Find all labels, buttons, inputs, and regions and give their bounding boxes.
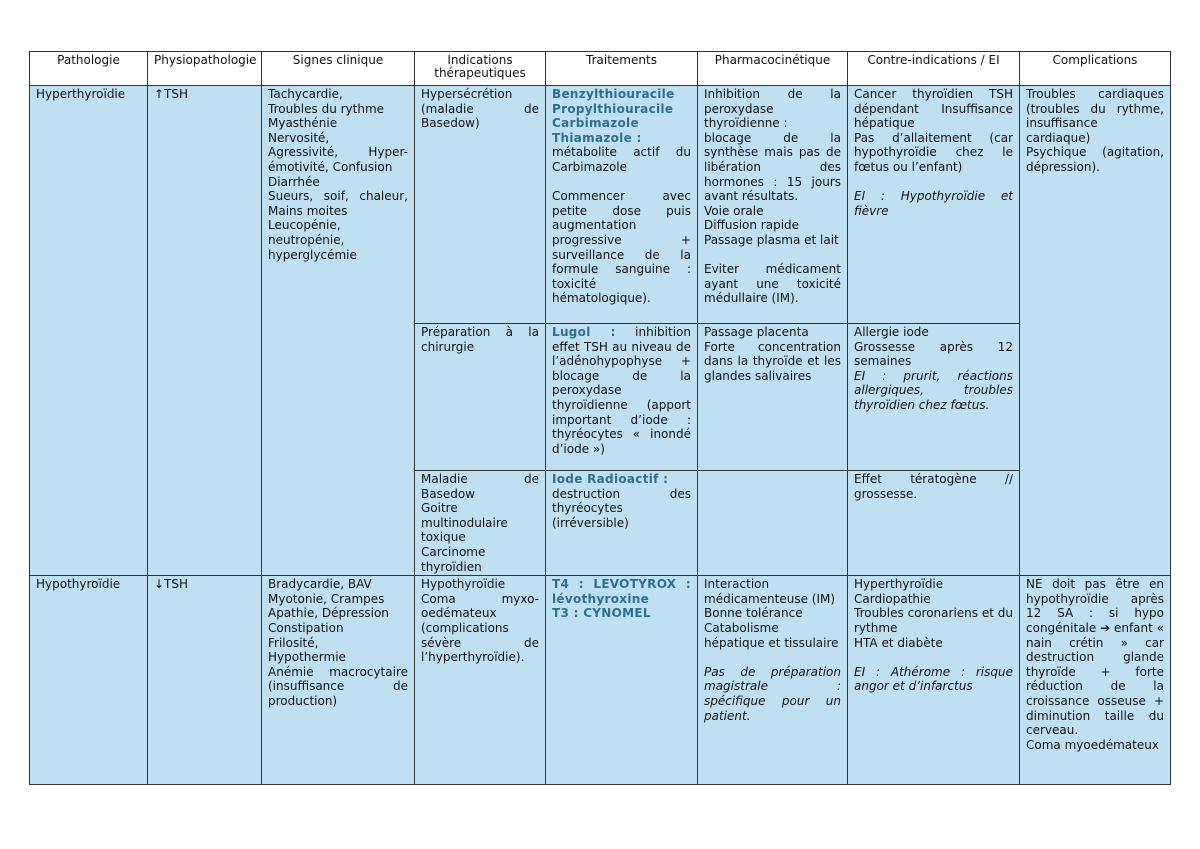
hyper-r3-traitement-text: destruction des thyréocytes (irréversible)	[552, 486, 691, 530]
hypo-drugs: T4 : LEVOTYROX : lévothyroxine T3 : CYNOMEL	[552, 577, 691, 621]
header-indications: Indications thérapeutiques	[415, 52, 546, 86]
hyper-r2-pharmaco: Passage placenta Forte concentration dans la thyroïde et les glandes salivaires	[698, 324, 848, 471]
hyper-r1-traitement-text: métabolite actif du Carbimazole Commencer avec petite dose puis augmentation progressive + surveillance de la formule sanguine : toxicité hématologique).	[552, 145, 691, 306]
hyper-r1-ci	[848, 86, 1020, 324]
hypo-complications: NE doit pas être en hypothyroïdie après 12 SA : si hypo congénitale ➔ enfant « nain crétin » car destruction glande thyroïde + forte réduction de la croissance osseuse + diminution taille du cerveau. Coma myoedémateux	[1020, 576, 1171, 785]
hyper-r1-indication: Hypersécrétion (maladie de Basedow)	[415, 86, 546, 324]
hyper-r1-traitement	[546, 86, 698, 324]
thyroid-table	[29, 51, 1171, 785]
header-complications: Complications	[1020, 52, 1171, 86]
table-row	[30, 576, 1171, 785]
hyper-r2-indication: Préparation à la chirurgie	[415, 324, 546, 471]
hypo-signes: Bradycardie, BAV Myotonie, Crampes Apathie, Dépression Constipation Frilosité, Hypothermie Anémie macrocytaire (insuffisance de production)	[262, 576, 415, 785]
hypo-ci-text: Hyperthyroïdie Cardiopathie Troubles coronariens et du rythme HTA et diabète	[854, 577, 1013, 650]
table-row	[30, 86, 1171, 324]
hyper-r2-ci-text: Allergie iode Grossesse après 12 semaines	[854, 325, 1013, 369]
hyper-physio: ↑TSH	[148, 86, 262, 576]
hyper-r2-ci	[848, 324, 1020, 471]
hyper-r2-traitement-text: inhibition effet TSH au niveau de l’adénohypophyse + blocage de la peroxydase thyroïdienne (apport important d’iode : thyréocytes « inondé d’iode »)	[552, 325, 691, 456]
hypo-indication: Hypothyroïdie Coma myxo-oedémateux (complications sévère de l’hyperthyroïdie).	[415, 576, 546, 785]
hyper-r2-traitement	[546, 324, 698, 471]
hyper-pathologie: Hyperthyroïdie	[30, 86, 148, 576]
hypo-pharmaco-note: Pas de préparation magistrale : spécifique pour un patient.	[704, 664, 841, 723]
hypo-traitement	[546, 576, 698, 785]
hypo-ci	[848, 576, 1020, 785]
hyper-r3-traitement	[546, 471, 698, 576]
hyper-r3-ci: Effet tératogène // grossesse.	[848, 471, 1020, 576]
header-pharmacocinetique: Pharmacocinétique	[698, 52, 848, 86]
header-signes: Signes clinique	[262, 52, 415, 86]
hypo-pharmaco-text: Interaction médicamenteuse (IM) Bonne tolérance Catabolisme hépatique et tissulaire	[704, 577, 839, 650]
hyper-r1-ci-text: Cancer thyroïdien TSH dépendant Insuffisance hépatique Pas d’allaitement (car hypothyroïdie chez le fœtus ou l’enfant)	[854, 87, 1013, 174]
hyper-r2-drug: Lugol :	[552, 325, 616, 339]
hyper-r3-indication: Maladie de Basedow Goitre multinodulaire toxique Carcinome thyroïdien	[415, 471, 546, 576]
hypo-pathologie: Hypothyroïdie	[30, 576, 148, 785]
header-contre-indications: Contre-indications / EI	[848, 52, 1020, 86]
header-row	[30, 52, 1171, 86]
hyper-r3-drug: Iode Radioactif :	[552, 472, 669, 486]
hyper-r1-ei: EI : Hypothyroïdie et fièvre	[854, 189, 1013, 218]
hyper-signes: Tachycardie, Troubles du rythme Myasthénie Nervosité, Agressivité, Hyper-émotivité, Confusion Diarrhée Sueurs, soif, chaleur, Mains moites Leucopénie, neutropénie, hyperglycémie	[262, 86, 415, 576]
header-pathologie: Pathologie	[30, 52, 148, 86]
hyper-r1-drugs: Benzylthiouracile Propylthiouracile Carbimazole Thiamazole	[552, 87, 675, 145]
hypo-physio: ↓TSH	[148, 576, 262, 785]
hyper-r2-ei: EI : prurit, réactions allergiques, troubles thyroïdien chez fœtus.	[854, 368, 1013, 412]
hyper-r1-drug-suffix: :	[632, 130, 642, 145]
hyper-r1-pharmaco: Inhibition de la peroxydase thyroïdienne : blocage de la synthèse mais pas de libération des hormones : 15 jours avant résultats. Voie orale Diffusion rapide Passage plasma et lait Eviter médicament ayant une toxicité médullaire (IM).	[698, 86, 848, 324]
hypo-pharmaco	[698, 576, 848, 785]
header-physiopathologie: Physiopathologie	[148, 52, 262, 86]
hyper-complications: Troubles cardiaques (troubles du rythme, insuffisance cardiaque) Psychique (agitation, dépression).	[1020, 86, 1171, 576]
hypo-ei: EI : Athérome : risque angor et d’infarctus	[854, 664, 1013, 694]
hyper-r3-pharmaco	[698, 471, 848, 576]
header-traitements: Traitements	[546, 52, 698, 86]
